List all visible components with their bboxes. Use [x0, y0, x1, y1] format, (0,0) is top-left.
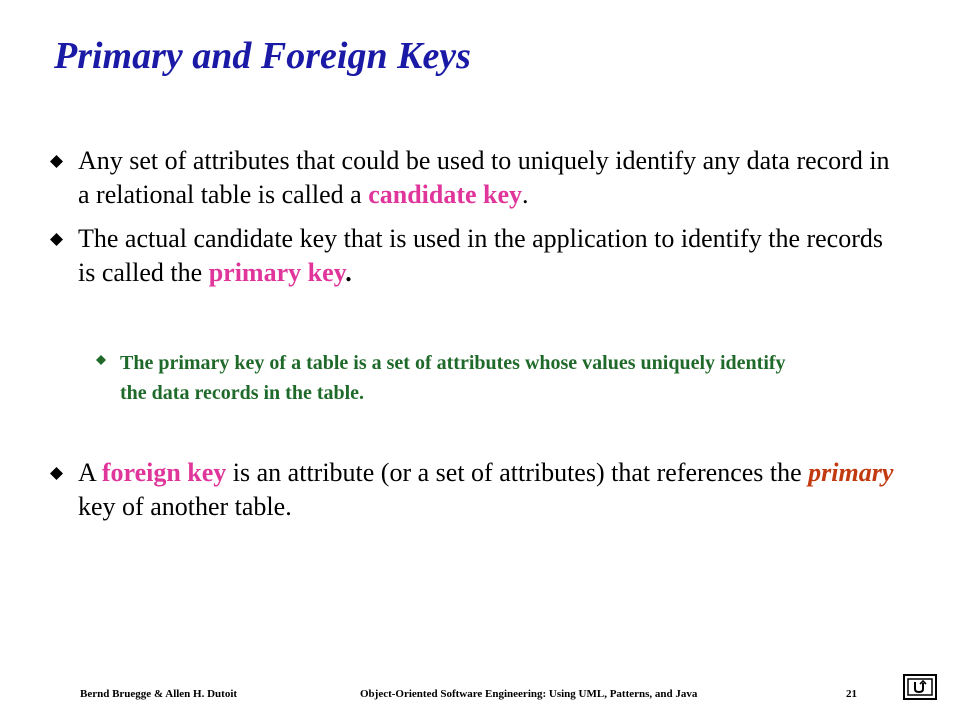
bullet-foreign-key — [50, 456, 900, 524]
bullet-text — [78, 144, 900, 212]
bullet-text-part: is an attribute (or a set of attributes) that references the — [226, 458, 809, 487]
bullet-text-part: A — [78, 458, 102, 487]
primary-key-term: primary key — [208, 258, 346, 287]
diamond-bullet-icon — [50, 467, 63, 480]
footer-authors: Bernd Bruegge & Allen H. Dutoit — [80, 688, 238, 700]
bullet-text-part: The actual candidate key that is used in the application to identify the records is called the — [78, 224, 883, 287]
bullet-candidate-key — [50, 144, 900, 212]
bullet-text-part: . — [345, 258, 352, 287]
footer-page-number: 21 — [846, 688, 857, 700]
bullet-text — [78, 222, 900, 290]
diamond-bullet-icon — [96, 355, 106, 365]
subbullet-primary-key-definition — [96, 348, 816, 408]
subbullet-text: The primary key of a table is a set of attributes whose values uniquely identify the data records in the table. — [120, 352, 786, 404]
footer-book-title: Object-Oriented Software Engineering: Using UML, Patterns, and Java — [360, 688, 698, 700]
bullet-text-part: . — [522, 180, 529, 209]
primary-emphasis: primary — [808, 458, 894, 487]
bullet-primary-key — [50, 222, 900, 290]
bullet-text-part: key of another table. — [78, 492, 292, 521]
bullet-text-part: Any set of attributes that could be used to uniquely identify any data record in a relational table is called a — [78, 146, 890, 209]
candidate-key-term: candidate key — [368, 180, 523, 209]
home-icon[interactable] — [903, 674, 937, 700]
foreign-key-term: foreign key — [101, 458, 227, 487]
diamond-bullet-icon — [50, 233, 63, 246]
diamond-bullet-icon — [50, 155, 63, 168]
bullet-text — [78, 456, 900, 524]
page-title: Primary and Foreign Keys — [54, 35, 471, 77]
